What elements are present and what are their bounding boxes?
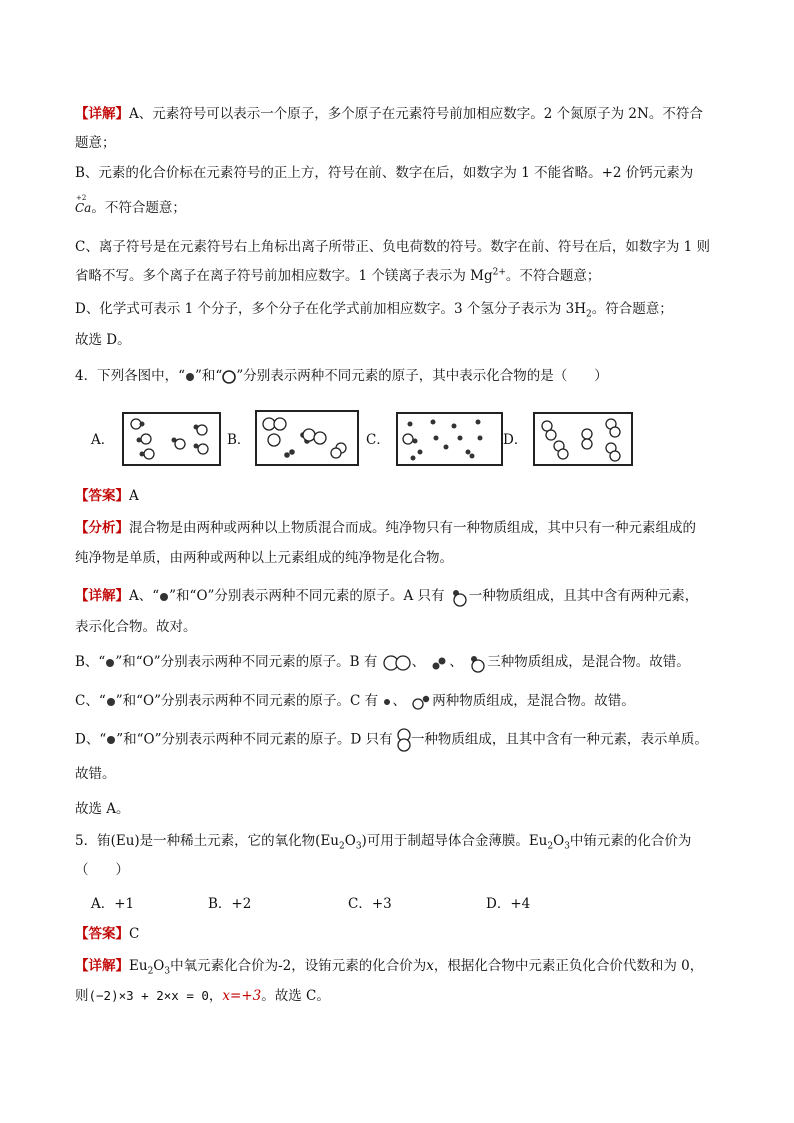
dark-atom-icon xyxy=(105,658,115,668)
option-d-label: D． xyxy=(503,432,528,448)
q5-option-b: B．+2 xyxy=(208,896,252,912)
equation: (−2)×3 + 2×x = 0 xyxy=(88,988,209,1003)
white-dark-molecule-icon xyxy=(410,693,432,711)
q4-detail-d: D、“ ”和“O”分别表示两种不同元素的原子。D 只有 一种物质组成，且其中含有一种元素，表示单质。 xyxy=(75,728,708,752)
q4-detail-c: C、“ ”和“O”分别表示两种不同元素的原子。C 有 、 两种物质组成，是混合物。故错。 xyxy=(75,693,635,709)
option-c-figure xyxy=(396,412,503,466)
q5-answer: 【答案】C xyxy=(75,926,140,942)
dark-atom-icon xyxy=(106,697,116,707)
q4-analysis-line2: 纯净物是单质，由两种或两种以上元素组成的纯净物是化合物。 xyxy=(75,550,453,566)
q5-option-d: D．+4 xyxy=(486,896,531,912)
single-dark-atom-icon xyxy=(382,697,392,707)
q4-conclusion: 故选 A。 xyxy=(75,801,130,817)
q4-answer: 【答案】A xyxy=(75,488,139,504)
result: x=+3 xyxy=(222,988,262,1004)
q3-detail-a-line1: 【详解】A、元素符号可以表示一个原子，多个原子在元素符号前加相应数字。2 个氮原子为 2N。不符合 xyxy=(75,106,703,122)
q4-detail-d-line2: 故错。 xyxy=(75,766,116,782)
q4-detail-a: 【详解】A、“ ”和“O”分别表示两种不同元素的原子。A 只有 一种物质组成，且其中含有两种元素， xyxy=(75,586,698,607)
q4-detail-a-line2: 表示化合物。故对。 xyxy=(75,619,197,635)
q5-detail-line1: 【详解】$Eu_2O_3$中氧元素化合价为-2，设铕元素的化合价为x，根据化合物中元素正负化合价代数和为 0， xyxy=(75,958,704,977)
q5-option-a: A．+1 xyxy=(91,896,135,912)
q3-detail-c-line2: 省略不写。多个离子在离子符号前加相应数字。1 个镁离子表示为 $Mg^{2+}$。不符合题意； xyxy=(75,267,601,284)
dark-atom-icon xyxy=(106,735,116,745)
compound-molecule-icon xyxy=(467,653,487,673)
white-diatomic-molecule-icon xyxy=(382,654,412,672)
q3-conclusion: 故选 D。 xyxy=(75,332,131,348)
option-b-figure xyxy=(255,410,359,466)
q5-option-c: C．+3 xyxy=(348,896,392,912)
q5-stem: 5．铕(Eu)是一种稀土元素，它的氧化物$(Eu_2O_3)$可用于制超导体合金薄膜。$Eu_2O_3$中铕元素的化合价为 xyxy=(75,833,692,852)
option-c-label: C． xyxy=(366,432,390,448)
dark-atom-icon xyxy=(159,592,169,602)
dark-atom-icon xyxy=(185,372,195,382)
q3-detail-d-line1: D、化学式可表示 1 个分子，多个分子在化学式前加相应数字。3 个氢分子表示为 $3H_2$。符合题意； xyxy=(75,301,673,320)
q3-detail-c-line1: C、离子符号是在元素符号右上角标出离子所带正、负电荷数的符号。数字在前、符号在后，如数字为 1 则 xyxy=(75,239,710,255)
q3-detail-b-line2: +2 Ca。不符合题意； xyxy=(75,194,186,216)
white-atom-icon xyxy=(222,370,236,384)
q3-detail-b-line1: B、元素的化合价标在元素符号的正上方，符号在前、数字在后，如数字为 1 不能省略。+2 价钙元素为 xyxy=(75,165,694,181)
option-a-label: A． xyxy=(91,432,115,448)
q5-detail-line2: 则(−2)×3 + 2×x = 0，x=+3。故选 C。 xyxy=(75,988,330,1004)
q5-stem-line2: （ ） xyxy=(75,862,129,878)
white-element-molecule-icon xyxy=(397,728,411,752)
detail-tag: 【详解】 xyxy=(75,106,129,122)
option-d-figure xyxy=(533,412,633,466)
q4-analysis-line1: 【分析】混合物是由两种或两种以上物质混合而成。纯净物只有一种物质组成，其中只有一种元素组成的 xyxy=(75,520,696,536)
calcium-valence-symbol: +2 Ca xyxy=(75,194,92,215)
q4-detail-b: B、“ ”和“O”分别表示两种不同元素的原子。B 有 、 、 三种物质组成，是混合物。故错。 xyxy=(75,652,690,673)
compound-molecule-icon xyxy=(449,587,469,607)
q3-detail-a-line2: 题意； xyxy=(75,135,116,151)
q4-stem: 4．下列各图中，“ ”和“ ”分别表示两种不同元素的原子，其中表示化合物的是（ ） xyxy=(75,368,608,384)
dark-diatomic-molecule-icon xyxy=(429,655,449,671)
option-b-label: B． xyxy=(227,432,251,448)
option-a-figure xyxy=(122,412,221,466)
